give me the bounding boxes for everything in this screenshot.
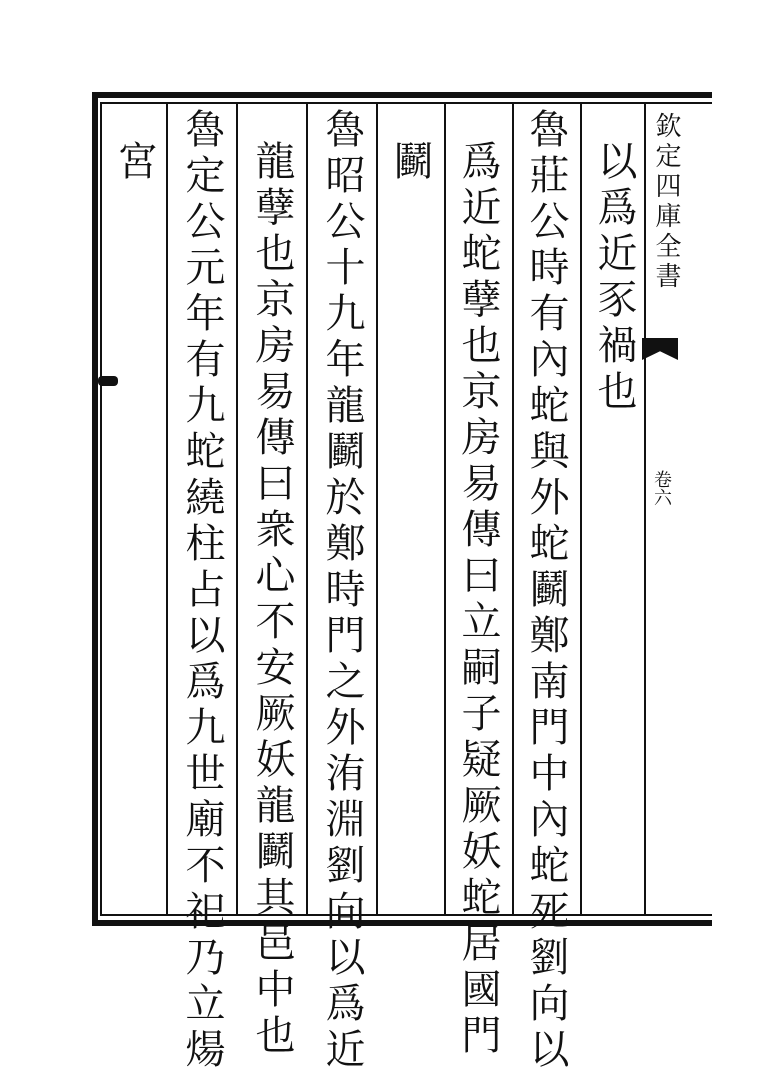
text-column-3: 爲近蛇孽也京房易傳曰立嗣子疑厥妖蛇居國門 [455, 140, 501, 1060]
margin-title: 欽定四庫全書 [651, 112, 681, 292]
column-rule [306, 104, 308, 916]
inner-border-left [100, 102, 102, 916]
column-rule [580, 104, 582, 916]
column-rule [512, 104, 514, 916]
ink-mark [98, 376, 118, 386]
text-column-6: 龍孽也京房易傳曰衆心不安厥妖龍鬬其邑中也 [249, 140, 295, 1060]
text-column-7: 魯定公元年有九蛇繞柱占以爲九世廟不祀乃立煬 [179, 108, 225, 1074]
column-rule [444, 104, 446, 916]
text-column-2: 魯莊公時有內蛇與外蛇鬬鄭南門中內蛇死劉向以 [523, 108, 569, 1074]
text-column-4: 鬬 [387, 140, 433, 186]
column-rule [376, 104, 378, 916]
column-rule [166, 104, 168, 916]
column-rule [236, 104, 238, 916]
juan-number: 卷六 [651, 470, 672, 506]
column-rule [644, 104, 646, 916]
text-column-5: 魯昭公十九年龍鬬於鄭時門之外洧淵劉向以爲近 [319, 108, 365, 1074]
text-column-1: 以爲近豕禍也 [591, 140, 637, 416]
text-column-8: 宮 [111, 140, 157, 186]
inner-border-top [100, 102, 712, 104]
